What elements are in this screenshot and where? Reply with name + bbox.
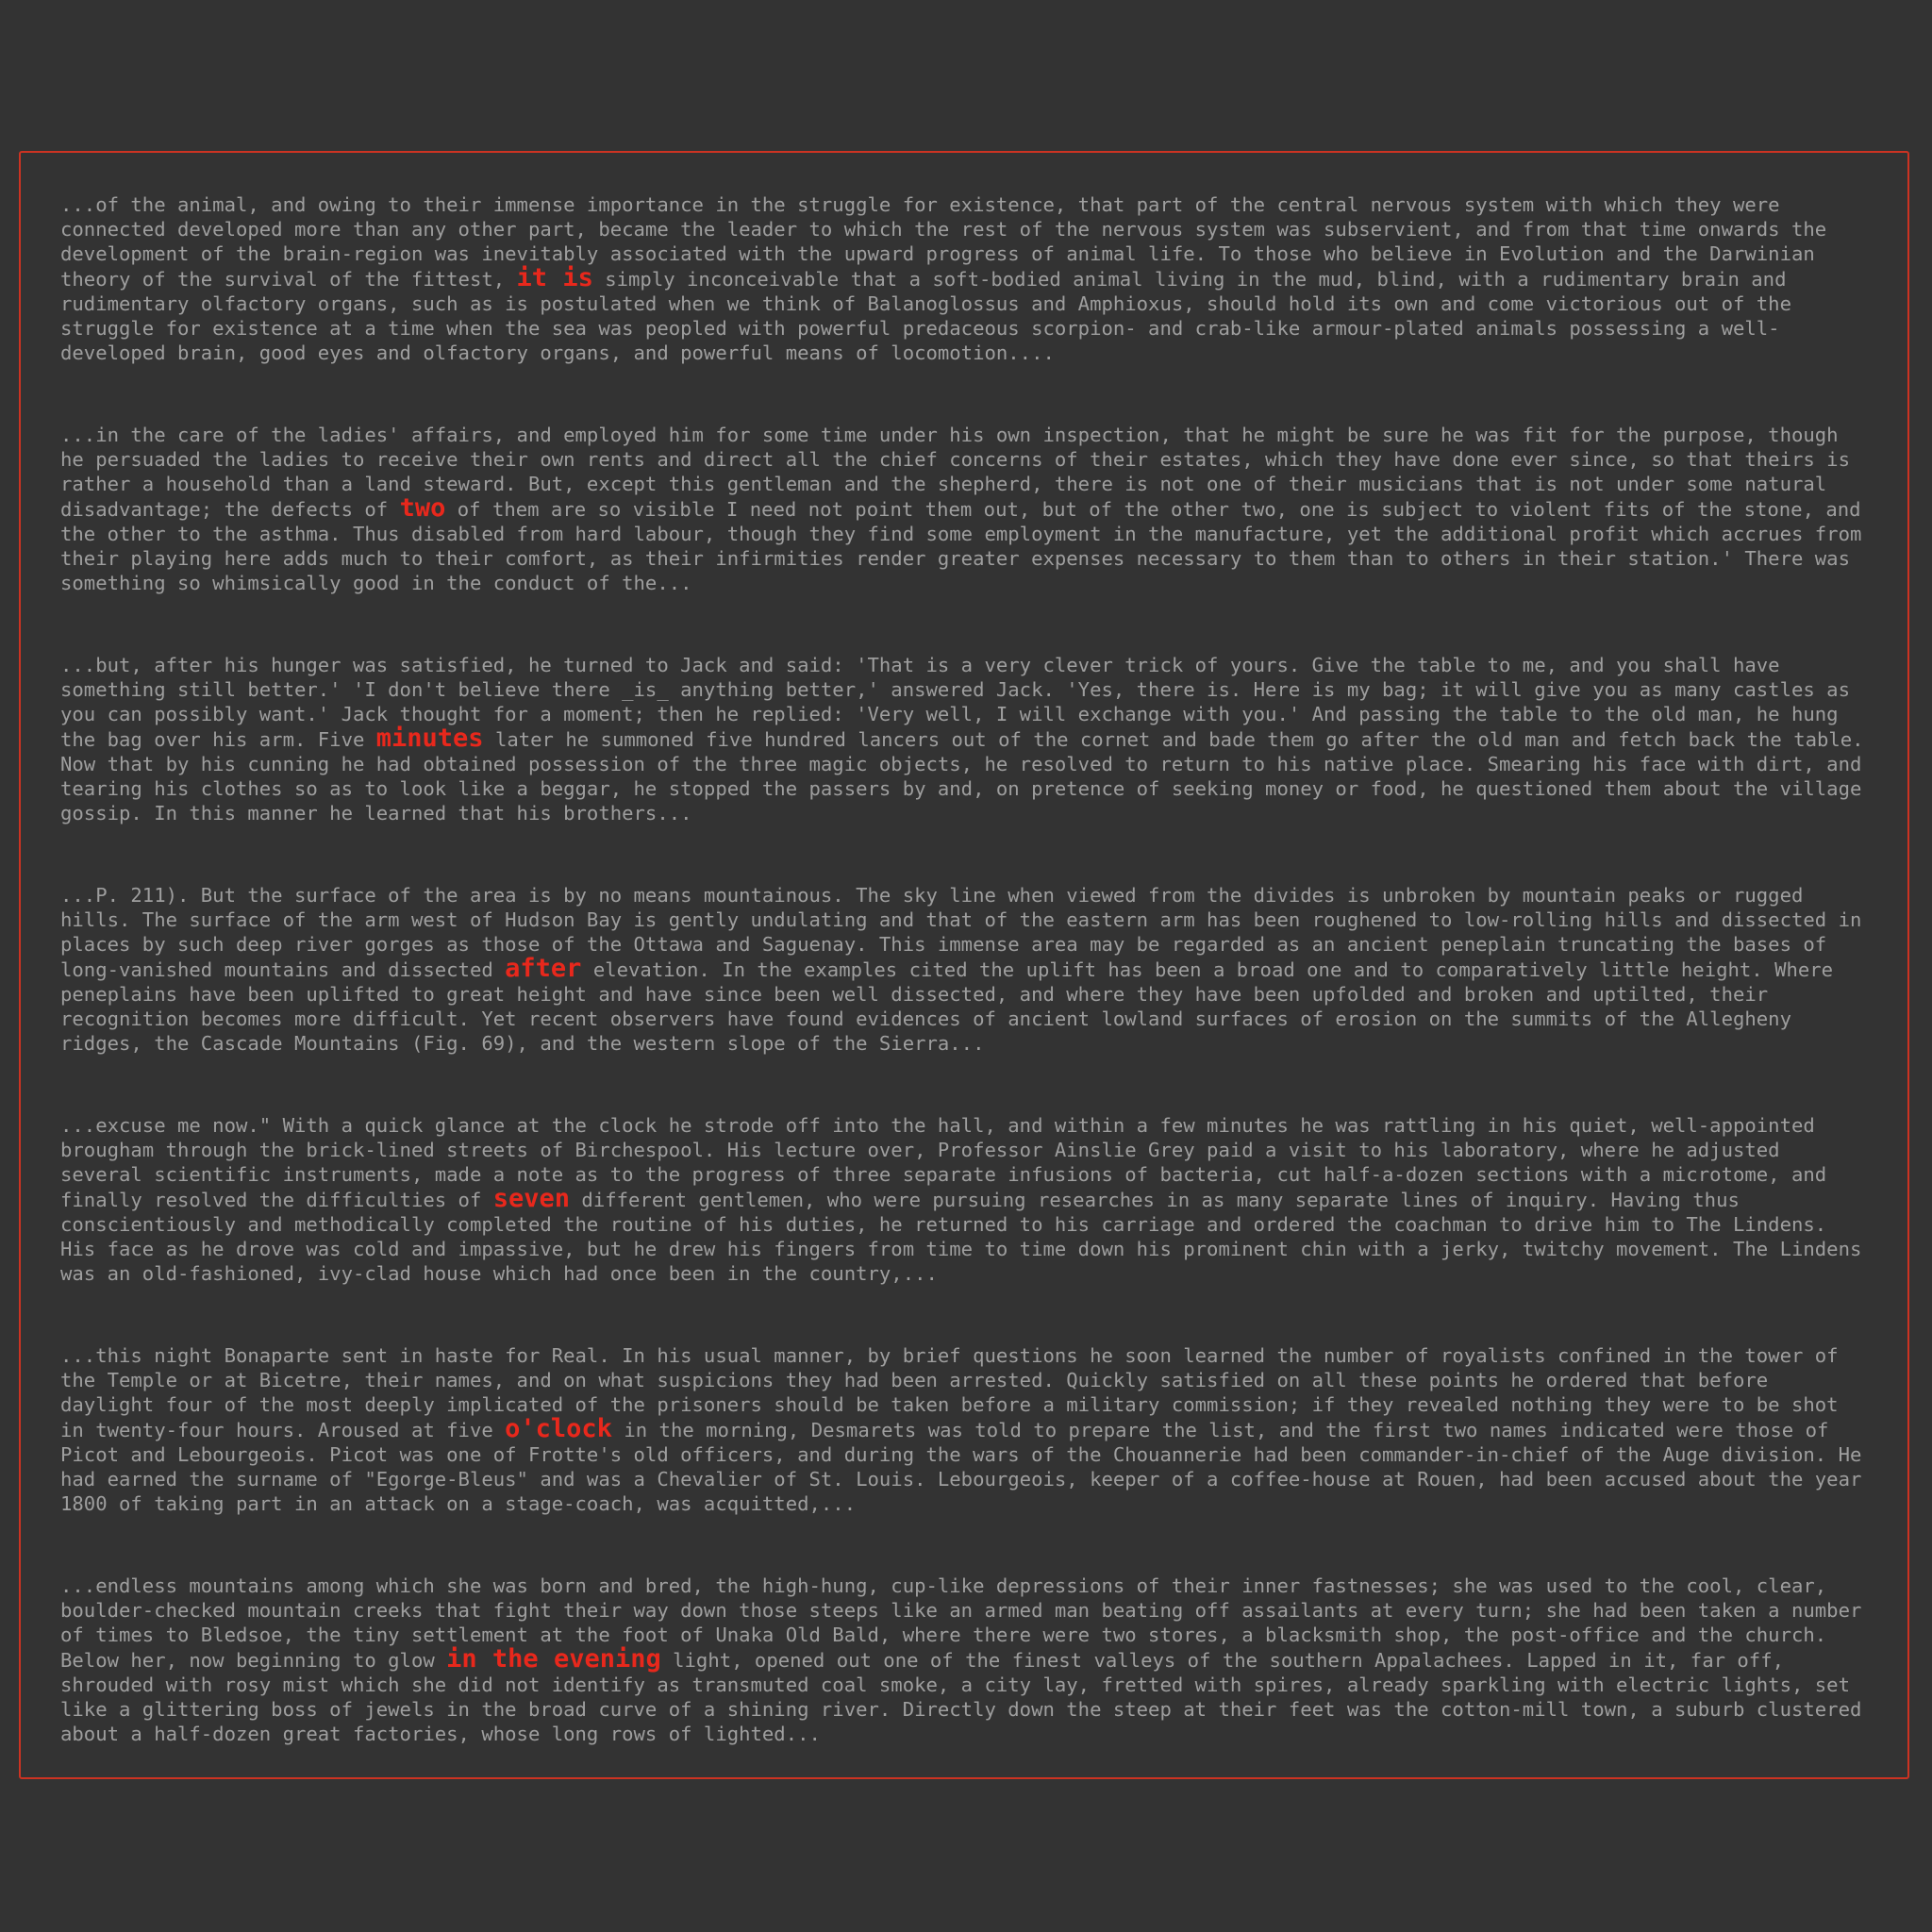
- highlighted-phrase: seven: [492, 1184, 571, 1213]
- excerpt-1: [60, 192, 1870, 365]
- excerpt-5: [60, 1113, 1870, 1286]
- excerpt-text-after: of them are so visible I need not point them out, but of the other two, one is subject to violent fits of the stone, and the other to the asthma. Thus disabled from hard labour, though they find some employment in the manufacture, yet the additional profit which accrues from their playing here adds much to their comfort, as their infirmities render greater expenses necessary to them than to others in their station.' There was something so whimsically good in the conduct of the...: [60, 498, 1862, 594]
- excerpt-text-after: elevation. In the examples cited the uplift has been a broad one and to comparatively little height. Where peneplains have been uplifted to great height and have since been well dissected, and where they have been upfolded and broken and uptilted, their recognition becomes more difficult. Yet recent observers have found evidences of ancient lowland surfaces of erosion on the summits of the Allegheny ridges, the Cascade Mountains (Fig. 69), and the western slope of the Sierra...: [60, 958, 1834, 1055]
- excerpt-text-after: light, opened out one of the finest valleys of the southern Appalachees. Lapped in it, far off, shrouded with rosy mist which she did not identify as transmuted coal smoke, a city lay, fretted with spires, already sparkling with electric lights, set like a glittering boss of jewels in the broad curve of a shining river. Directly down the steep at their feet was the cotton-mill town, a suburb clustered about a half-dozen great factories, whose long rows of lighted...: [60, 1649, 1862, 1745]
- highlighted-phrase: after: [505, 954, 582, 983]
- excerpt-text-before: ...this night Bonaparte sent in haste for Real. In his usual manner, by brief questions he soon learned the number of royalists confined in the tower of the Temple or at Bicetre, their names, and on what suspicions they had been arrested. Quickly satisfied on all these points he ordered that before daylight four of the most deeply implicated of the prisoners should be taken before a military commission; if they revealed nothing they were to be shot in twenty-four hours. Aroused at five: [60, 1344, 1839, 1441]
- excerpt-3: [60, 653, 1870, 825]
- excerpt-6: [60, 1343, 1870, 1516]
- highlighted-phrase: it is: [516, 263, 593, 292]
- excerpt-text-after: different gentlemen, who were pursuing researches in as many separate lines of inquiry. Having thus conscientiously and methodically completed the routine of his duties, he returned to his carriage and ordered the coachman to drive him to The Lindens. His face as he drove was cold and impassive, but he drew his fingers from time to time down his prominent chin with a jerky, twitchy movement. The Lindens was an old-fashioned, ivy-clad house which had once been in the country,...: [60, 1189, 1862, 1285]
- excerpt-text-after: simply inconceivable that a soft-bodied animal living in the mud, blind, with a rudimentary brain and rudimentary olfactory organs, such as is postulated when we think of Balanoglossus and Amphioxus, should hold its own and come victorious out of the struggle for existence at a time when the sea was peopled with powerful predaceous scorpion- and crab-like armour-plated animals possessing a well-developed brain, good eyes and olfactory organs, and powerful means of locomotion....: [60, 268, 1791, 364]
- excerpt-text-before: ...in the care of the ladies' affairs, and employed him for some time under his own inspection, that he might be sure he was fit for the purpose, though he persuaded the ladies to receive their own rents and direct all the chief concerns of their estates, which they have done ever since, so that theirs is rather a household than a land steward. But, except this gentleman and the shepherd, there is not one of their musicians that is not under some natural disadvantage; the defects of: [60, 424, 1850, 521]
- excerpt-4: [60, 883, 1870, 1056]
- highlighted-phrase: minutes: [375, 724, 484, 753]
- excerpt-text-before: ...of the animal, and owing to their immense importance in the struggle for existence, that part of the central nervous system with which they were connected developed more than any other part, became the leader to which the rest of the nervous system was subservient, and from that time onwards the development of the brain-region was inevitably associated with the upward progress of animal life. To those who believe in Evolution and the Darwinian theory of the survival of the fittest,: [60, 193, 1827, 291]
- highlighted-phrase: in the evening: [446, 1644, 661, 1674]
- highlighted-phrase: two: [399, 493, 446, 523]
- excerpts-panel: [19, 151, 1909, 1779]
- excerpt-7: [60, 1574, 1870, 1746]
- excerpt-text-before: ...P. 211). But the surface of the area is by no means mountainous. The sky line when viewed from the divides is unbroken by mountain peaks or rugged hills. The surface of the arm west of Hudson Bay is gently undulating and that of the eastern arm has been roughened to low-rolling hills and dissected in places by such deep river gorges as those of the Ottawa and Saguenay. This immense area may be regarded as an ancient peneplain truncating the bases of long-vanished mountains and dissected: [60, 884, 1862, 981]
- excerpt-2: [60, 423, 1870, 595]
- highlighted-phrase: o'clock: [505, 1414, 612, 1443]
- excerpt-text-before: ...but, after his hunger was satisfied, he turned to Jack and said: 'That is a very clever trick of yours. Give the table to me, and you shall have something still better.' 'I don't believe there _is_ anything better,' answered Jack. 'Yes, there is. Here is my bag; it will give you as many castles as you can possibly want.' Jack thought for a moment; then he replied: 'Very well, I will exchange with you.' And passing the table to the old man, he hung the bag over his arm. Five: [60, 654, 1850, 751]
- excerpt-text-before: ...endless mountains among which she was born and bred, the high-hung, cup-like depressions of their inner fastnesses; she was used to the cool, clear, boulder-checked mountain creeks that fight their way down those steeps like an armed man beating off assailants at every turn; she had been taken a number of times to Bledsoe, the tiny settlement at the foot of Unaka Old Bald, where there were two stores, a blacksmith shop, the post-office and the church. Below her, now beginning to glow: [60, 1574, 1862, 1672]
- excerpt-text-before: ...excuse me now." With a quick glance at the clock he strode off into the hall, and within a few minutes he was rattling in his quiet, well-appointed brougham through the brick-lined streets of Birchespool. His lecture over, Professor Ainslie Grey paid a visit to his laboratory, where he adjusted several scientific instruments, made a note as to the progress of three separate infusions of bacteria, cut half-a-dozen sections with a microtome, and finally resolved the difficulties of: [60, 1114, 1827, 1211]
- excerpt-text-after: later he summoned five hundred lancers out of the cornet and bade them go after the old man and fetch back the table. Now that by his cunning he had obtained possession of the three magic objects, he resolved to return to his native place. Smearing his face with dirt, and tearing his clothes so as to look like a beggar, he stopped the passers by and, on pretence of seeking money or food, he questioned them about the village gossip. In this manner he learned that his brothers...: [60, 728, 1864, 824]
- excerpt-text-after: in the morning, Desmarets was told to prepare the list, and the first two names indicated were those of Picot and Lebourgeois. Picot was one of Frotte's old officers, and during the wars of the Chouannerie had been commander-in-chief of the Auge division. He had earned the surname of "Egorge-Bleus" and was a Chevalier of St. Louis. Lebourgeois, keeper of a coffee-house at Rouen, had been accused about the year 1800 of taking part in an attack on a stage-coach, was acquitted,...: [60, 1419, 1862, 1515]
